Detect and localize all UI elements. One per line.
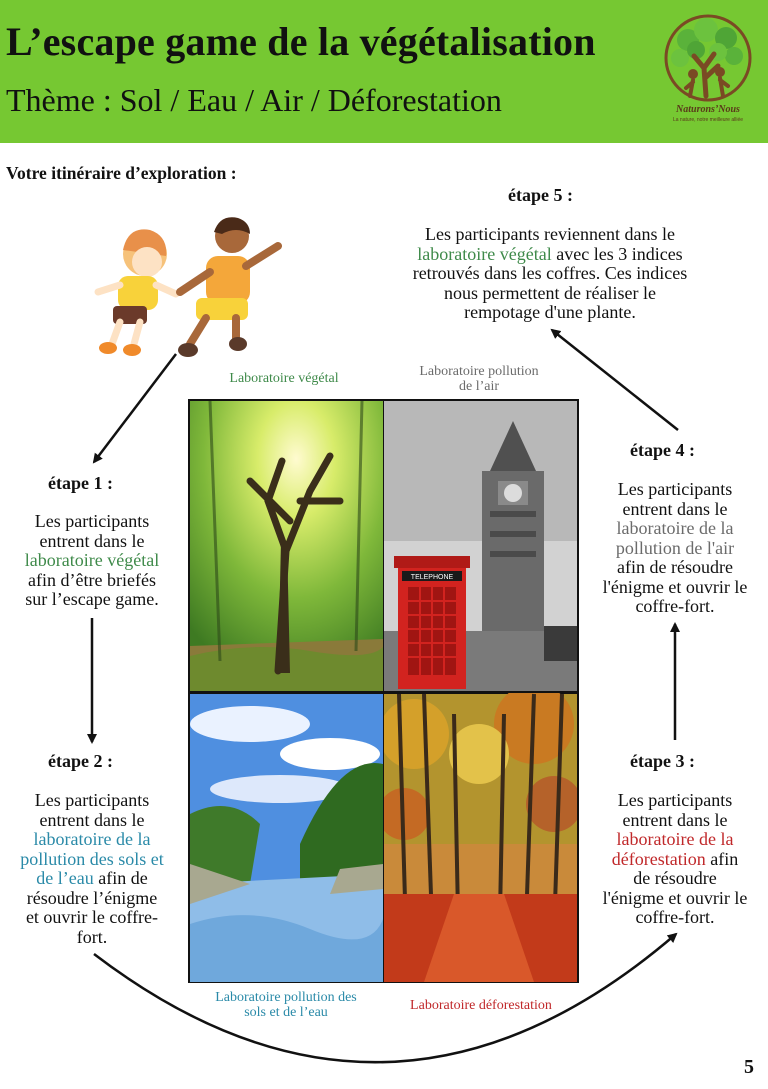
photo-grid [188,399,579,983]
river-landscape-photo [190,693,383,983]
page-title: L’escape game de la végétalisation [6,19,596,64]
page-subtitle: Thème : Sol / Eau / Air / Déforestation [6,82,502,118]
telephone-sign: TELEPHONE [410,574,454,581]
lab-label-air: Laboratoire pollution de l’air [419,364,539,394]
step-2-title: étape 2 : [48,751,113,771]
girl-figure [98,229,176,356]
step-1-text: Les participants entrent dans le laboratoire végétal afin d’être briefés sur l’escape game. [24,511,160,609]
arrow-to-step-1 [94,354,176,462]
logo-tagline: La nature, notre meilleure alliée [672,117,744,123]
step-3-text: Les participants entrent dans le laboratoire de la déforestation afin de résoudre l'énigme et ouvrir le coffre-fort. [602,790,748,927]
london-phone-booth-photo [384,401,577,691]
step-2-text: Les participants entrent dans le laboratoire de la pollution des sols et de l’eau afin de résoudre l’énigme et ouvrir le coffre- fort. [20,790,164,947]
page-number: 5 [744,1056,754,1078]
boy-figure [178,217,278,357]
logo-name: Naturons’Nous [676,104,740,115]
step-5-title: étape 5 : [508,185,573,205]
step-4-title: étape 4 : [630,440,695,460]
lab-label-deforestation: Laboratoire déforestation [410,998,552,1013]
step-3-title: étape 3 : [630,751,695,771]
step-5-text: Les participants reviennent dans le laboratoire végétal avec les 3 indices retrouvés dans les coffres. Ces indices nous permettent de réaliser le rempotage d'une plante. [412,224,688,322]
forest-sunlight-photo [190,401,383,691]
lab-label-sols-eau: Laboratoire pollution des sols et de l’eau [215,990,357,1020]
lab-label-vegetal: Laboratoire végétal [229,371,339,386]
step-1-title: étape 1 : [48,473,113,493]
itinerary-heading: Votre itinéraire d’exploration : [6,163,237,183]
header-banner [0,0,768,143]
step-4-text: Les participants entrent dans le laboratoire de la pollution de l'air afin de résoudre l'énigme et ouvrir le coffre-fort. [602,479,748,616]
autumn-forest-photo [384,693,577,983]
